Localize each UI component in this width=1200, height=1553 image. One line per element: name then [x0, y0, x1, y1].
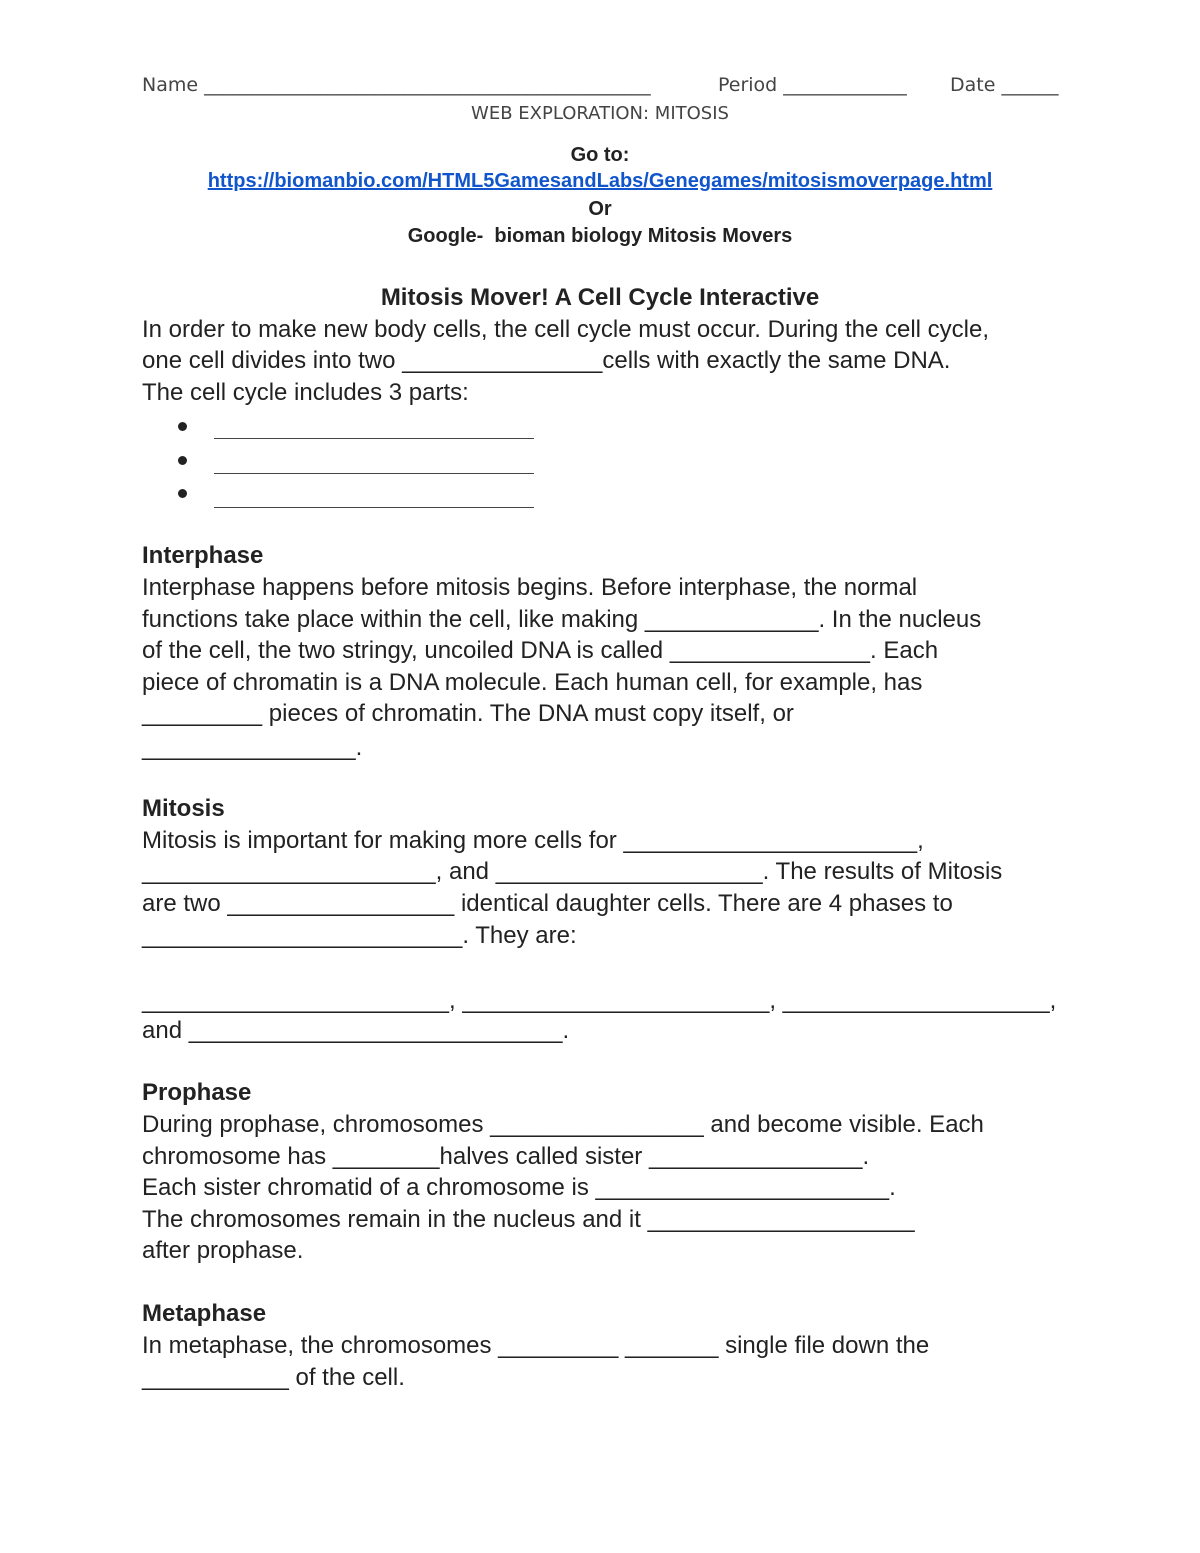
intro-line-3: The cell cycle includes 3 parts:: [142, 379, 469, 406]
worksheet-title: WEB EXPLORATION: MITOSIS: [471, 103, 729, 124]
biomanbio-link[interactable]: https://biomanbio.com/HTML5GamesandLabs/Genegames/mitosismoverpage.html: [207, 170, 993, 192]
prophase-heading: Prophase: [142, 1079, 252, 1106]
blank-line-1[interactable]: [214, 438, 534, 439]
metaphase-line-1: In metaphase, the chromosomes _________ _______ single file down the: [142, 1332, 930, 1359]
period-field-label[interactable]: Period _____________: [718, 74, 907, 96]
intro-line-2: one cell divides into two _______________cells with exactly the same DNA.: [142, 347, 951, 374]
prophase-line-5: after prophase.: [142, 1237, 304, 1264]
mitosis-line-3: are two _________________ identical daughter cells. There are 4 phases to: [142, 890, 953, 917]
goto-label: Go to:: [570, 144, 630, 166]
bullet-2: [178, 456, 187, 465]
main-title: Mitosis Mover! A Cell Cycle Interactive: [380, 284, 820, 311]
bullet-3: [178, 489, 187, 498]
mitosis-line-2: ______________________, and ____________________. The results of Mitosis: [142, 858, 1003, 885]
interphase-line-6: ________________.: [142, 734, 363, 761]
metaphase-line-2: ___________ of the cell.: [142, 1364, 405, 1391]
prophase-line-1: During prophase, chromosomes ________________ and become visible. Each: [142, 1111, 984, 1138]
metaphase-heading: Metaphase: [142, 1300, 267, 1327]
prophase-line-4: The chromosomes remain in the nucleus and it ____________________: [142, 1206, 915, 1233]
intro-line-1: In order to make new body cells, the cell cycle must occur. During the cell cycle,: [142, 316, 990, 343]
blank-line-3[interactable]: [214, 507, 534, 508]
mitosis-line-5: _______________________, _______________________, ____________________,: [142, 987, 1057, 1014]
interphase-line-2: functions take place within the cell, like making _____________. In the nucleus: [142, 606, 982, 633]
mitosis-line-6: and ____________________________.: [142, 1017, 570, 1044]
name-field-label[interactable]: Name _______________________________________________: [142, 74, 651, 96]
interphase-line-1: Interphase happens before mitosis begins. Before interphase, the normal: [142, 574, 918, 601]
interphase-line-3: of the cell, the two stringy, uncoiled DNA is called _______________. Each: [142, 637, 939, 664]
date-field-label[interactable]: Date ______: [950, 74, 1059, 96]
google-instruction: Google- bioman biology Mitosis Movers: [407, 225, 793, 247]
or-label: Or: [588, 198, 612, 220]
bullet-1: [178, 422, 187, 431]
interphase-line-5: _________ pieces of chromatin. The DNA must copy itself, or: [142, 700, 794, 727]
prophase-line-2: chromosome has ________halves called sister ________________.: [142, 1143, 870, 1170]
mitosis-heading: Mitosis: [142, 795, 225, 822]
mitosis-line-4: ________________________. They are:: [142, 922, 577, 949]
interphase-heading: Interphase: [142, 542, 264, 569]
prophase-line-3: Each sister chromatid of a chromosome is ______________________.: [142, 1174, 896, 1201]
interphase-line-4: piece of chromatin is a DNA molecule. Each human cell, for example, has: [142, 669, 923, 696]
blank-line-2[interactable]: [214, 473, 534, 474]
mitosis-line-1: Mitosis is important for making more cells for ______________________,: [142, 827, 924, 854]
